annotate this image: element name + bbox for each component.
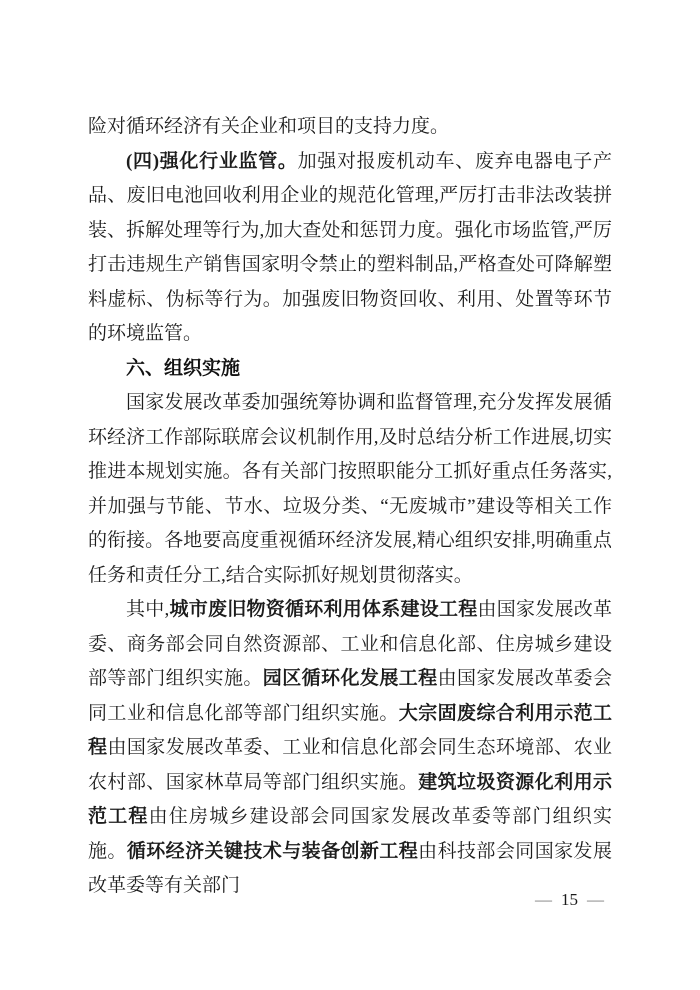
bold-project-name: 大宗固废综合利用示范工程: [88, 702, 612, 758]
body-text: 由国家发展改革委、商务部会同自然资源部、工业和信息化部、住房城乡建设部等部门组织实施。: [88, 599, 612, 689]
body-text: 加强对报废机动车、废弃电器电子产品、废旧电池回收利用企业的规范化管理,严厉打击非法改装拼装、拆解处理等行为,加大查处和惩罚力度。强化市场监管,严厉打击违规生产销售国家明令禁止的塑料制品,严格查处可降解塑料虚标、伪标等行为。加强废旧物资回收、利用、处置等环节的环境监管。: [88, 150, 612, 344]
body-text: 其中,: [126, 599, 170, 620]
body-text: 由国家发展改革委会同工业和信息化部等部门组织实施。: [88, 668, 612, 724]
paragraph-coordination: [88, 386, 612, 593]
section-heading: 六、组织实施: [126, 357, 241, 379]
body-text: 国家发展改革委加强统筹协调和监督管理,充分发挥发展循环经济工作部际联席会议机制作用,及时总结分析工作进展,切实推进本规划实施。各有关部门按照职能分工抓好重点任务落实,并加强与节能、节水、垃圾分类、“无废城市”建设等相关工作的衔接。各地要高度重视循环经济发展,精心组织安排,明确重点任务和责任分工,结合实际抓好规划贯彻落实。: [88, 392, 612, 586]
body-text: 由国家发展改革委、工业和信息化部会同生态环境部、农业农村部、国家林草局等部门组织实施。: [88, 737, 612, 793]
footer-dash-left: —: [535, 890, 552, 909]
paragraph-industry-supervision: [88, 145, 612, 352]
page-footer: [535, 890, 604, 910]
paragraph-support-continuation: [88, 110, 612, 145]
bold-project-name: 建筑垃圾资源化利用示范工程: [88, 771, 612, 827]
page-number: 15: [561, 890, 578, 909]
bold-clause-title: (四)强化行业监管。: [126, 150, 298, 172]
bold-project-name: 园区循环化发展工程: [262, 668, 438, 689]
bold-project-name: 城市废旧物资循环利用体系建设工程: [169, 599, 478, 620]
bold-project-name: 循环经济关键技术与装备创新工程: [126, 840, 419, 862]
footer-dash-right: —: [587, 890, 604, 909]
document-content: [88, 110, 612, 904]
body-text: 险对循环经济有关企业和项目的支持力度。: [88, 116, 450, 137]
body-text: 由科技部会同国家发展改革委等有关部门: [88, 840, 612, 896]
body-text: 由住房城乡建设部会同国家发展改革委等部门组织实施。: [88, 806, 612, 862]
paragraph-project-assignments: [88, 593, 612, 904]
